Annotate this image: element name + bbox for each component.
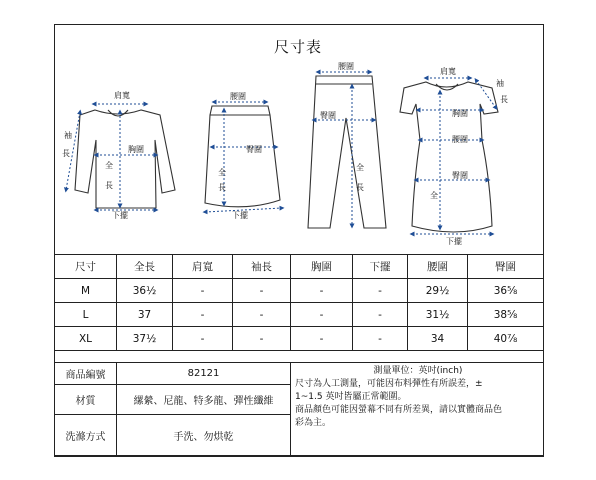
note-line-4: 彩為主。 [295,418,332,428]
top-length-label-a: 全 [105,161,113,170]
header-waist: 腰圍 [408,255,468,279]
measurement-note [291,363,544,457]
pants-hip-label: 臀圍 [320,111,336,120]
top-sleeve-label-a: 袖 [64,131,72,140]
material-value: 縲縈、尼龍、特多龍、彈性纖維 [117,385,291,415]
product-code-label: 商品編號 [55,363,117,385]
product-code-value: 82121 [117,363,291,385]
header-full-length: 全長 [117,255,173,279]
dress-hip-label: 臀圍 [452,171,468,180]
skirt-hem-label: 下擺 [232,211,248,220]
dress-diagram [400,82,498,232]
note-line-3: 商品顏色可能因螢幕不同有所差異，請以實體商品色 [295,405,503,415]
pants-waist-label: 腰圍 [338,62,354,71]
table-cell: 40⅞ [468,327,544,351]
table-cell: - [353,303,408,327]
table-cell: - [233,327,291,351]
header-sleeve: 袖長 [233,255,291,279]
top-diagram [75,110,175,208]
note-line-2: 1~1.5 英吋皆屬正常範圍。 [295,392,407,402]
material-label: 材質 [55,385,117,415]
top-sleeve-label-b: 長 [62,149,70,158]
table-cell: 36½ [117,279,173,303]
table-cell: - [291,303,353,327]
header-chest: 胸圍 [291,255,353,279]
chart-title: 尺寸表 [273,38,322,56]
table-cell: - [233,303,291,327]
table-cell: L [55,303,117,327]
table-cell: 37 [117,303,173,327]
skirt-waist-label: 腰圍 [230,92,246,101]
table-cell: - [353,279,408,303]
wash-label: 洗滌方式 [55,415,117,457]
header-size: 尺寸 [55,255,117,279]
dress-chest-label: 胸圍 [452,109,468,118]
pants-diagram [308,76,386,228]
table-cell: - [173,303,233,327]
table-row [55,279,544,303]
pants-length-label-a: 全 [356,163,364,172]
header-hip: 臀圍 [468,255,544,279]
top-chest-label: 胸圍 [128,145,144,154]
table-cell: 37½ [117,327,173,351]
dress-length-label: 全 [430,191,438,200]
dress-sleeve-label-a: 袖 [496,79,504,88]
table-cell: - [291,279,353,303]
note-unit: 測量單位：英吋(inch) [373,366,463,376]
skirt-hip-label: 臀圍 [246,145,262,154]
table-cell: - [291,327,353,351]
table-cell: - [173,279,233,303]
note-line-1: 尺寸為人工測量，可能因布料彈性有所誤差，± [295,379,483,389]
table-cell: XL [55,327,117,351]
table-cell: - [233,279,291,303]
size-table-header-row [55,255,544,279]
header-shoulder: 肩寬 [173,255,233,279]
table-row [55,327,544,351]
table-row [55,303,544,327]
dress-shoulder-label: 肩寬 [440,67,456,76]
table-cell: M [55,279,117,303]
skirt-length-label-b: 長 [218,183,226,192]
table-cell: 36⅝ [468,279,544,303]
table-cell: 38⅝ [468,303,544,327]
table-cell: 34 [408,327,468,351]
dress-waist-label: 腰圍 [452,135,468,144]
pants-length-label-b: 長 [356,183,364,192]
dress-hem-label: 下擺 [446,237,462,246]
table-cell: 29½ [408,279,468,303]
skirt-diagram [205,106,280,207]
skirt-length-label-a: 全 [218,168,226,177]
top-shoulder-label: 肩寬 [114,91,130,100]
table-cell: 31½ [408,303,468,327]
header-hem: 下擺 [353,255,408,279]
product-info-table [54,362,544,457]
top-hem-label: 下擺 [112,211,128,220]
dress-sleeve-label-b: 長 [500,95,508,104]
size-table [54,254,544,351]
top-length-label-b: 長 [105,181,113,190]
table-cell: - [173,327,233,351]
wash-value: 手洗、勿烘乾 [117,415,291,457]
table-cell: - [353,327,408,351]
